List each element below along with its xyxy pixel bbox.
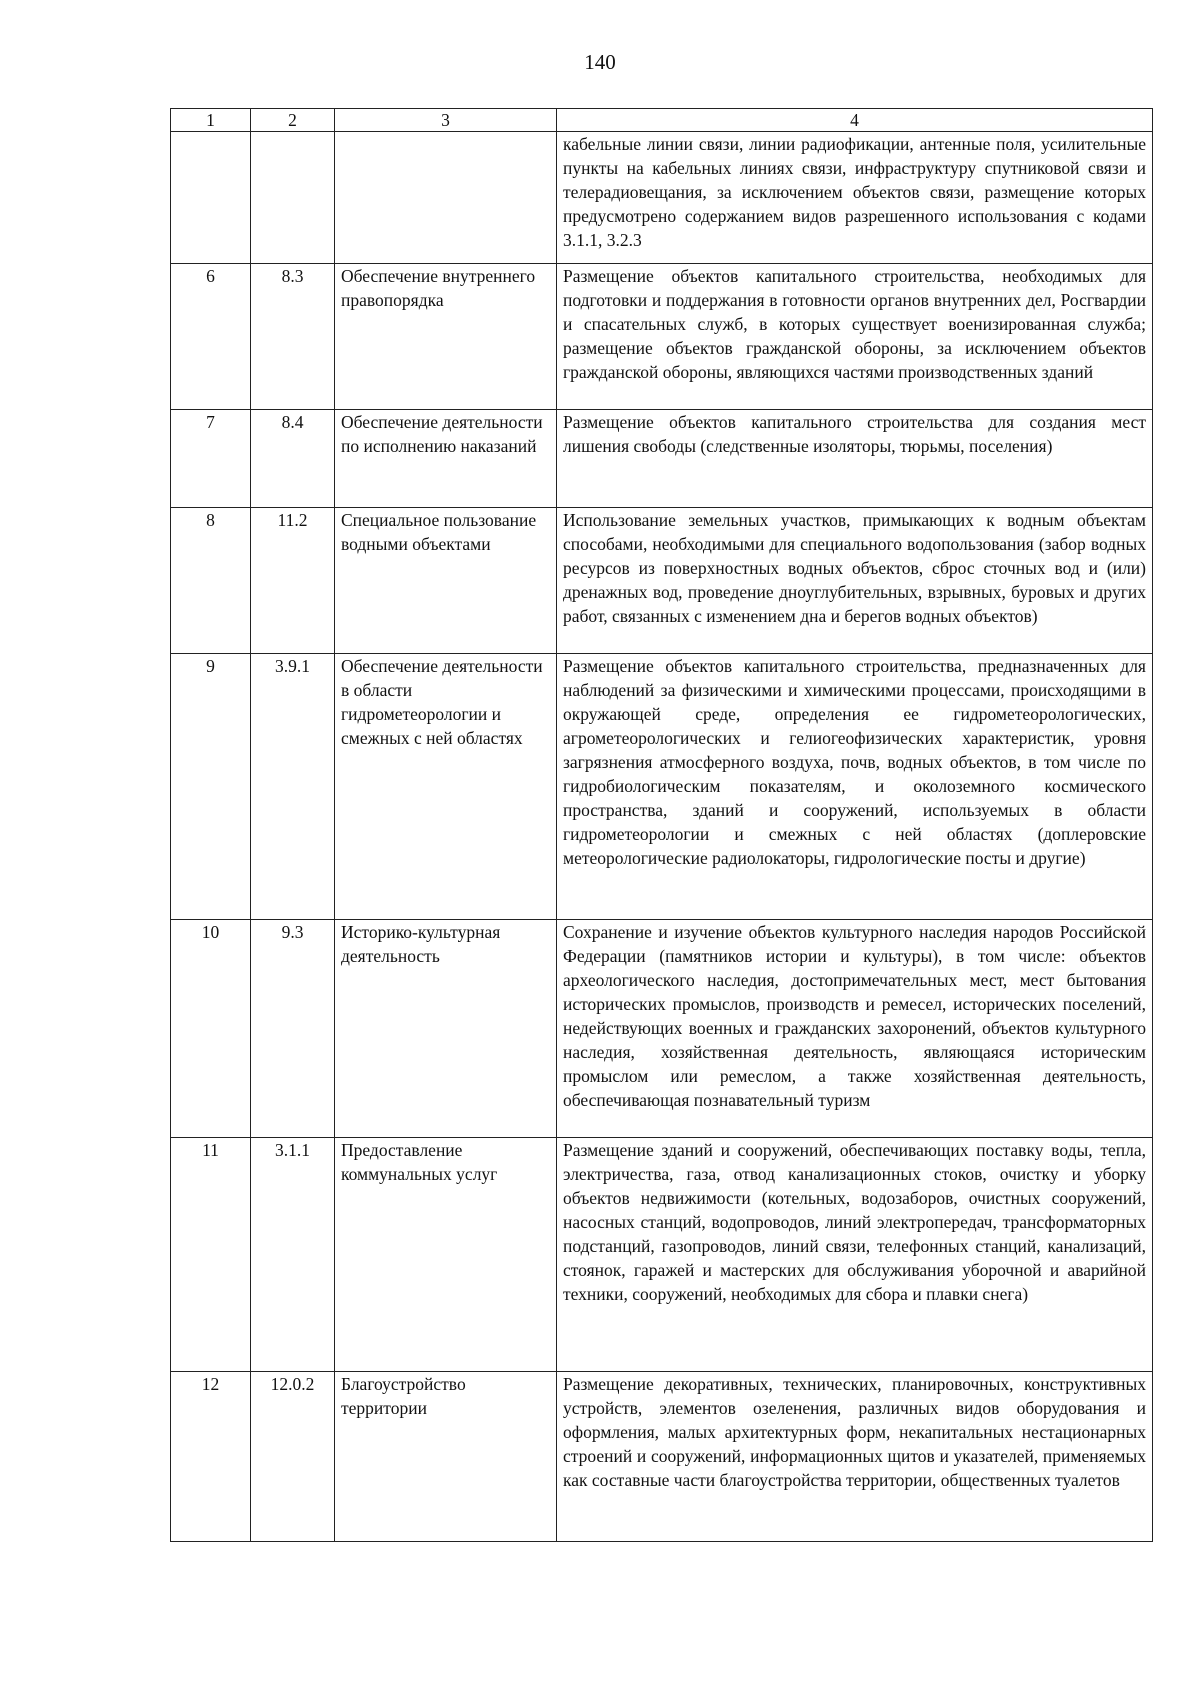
column-header: 4	[557, 109, 1153, 132]
use-code: 9.3	[251, 920, 335, 1138]
table-row	[171, 1138, 1153, 1372]
row-number: 10	[171, 920, 251, 1138]
table-row	[171, 264, 1153, 410]
row-number: 7	[171, 410, 251, 508]
table-row	[171, 410, 1153, 508]
table-row	[171, 132, 1153, 264]
row-number: 8	[171, 508, 251, 654]
use-description: Размещение объектов капитального строительства для создания мест лишения свободы (следственные изоляторы, тюрьмы, поселения)	[557, 410, 1153, 508]
use-description: Сохранение и изучение объектов культурного наследия народов Российской Федерации (памятников истории и культуры), в том числе: объектов археологического наследия, достопримечательных мест, мест бытования исторических промыслов, производств и ремесел, исторических поселений, недействующих военных и гражданских захоронений, объектов культурного наследия, хозяйственная деятельность, являющаяся историческим промыслом или ремеслом, а также хозяйственная деятельность, обеспечивающая познавательный туризм	[557, 920, 1153, 1138]
use-code	[251, 132, 335, 264]
page-number: 140	[584, 50, 616, 74]
land-use-table	[170, 108, 1153, 1542]
use-code: 3.1.1	[251, 1138, 335, 1372]
column-header: 3	[335, 109, 557, 132]
use-name: Историко-культурная деятельность	[335, 920, 557, 1138]
use-name: Обеспечение внутреннего правопорядка	[335, 264, 557, 410]
use-name: Обеспечение деятельности по исполнению наказаний	[335, 410, 557, 508]
use-description: Размещение зданий и сооружений, обеспечивающих поставку воды, тепла, электричества, газа, отвод канализационных стоков, очистку и уборку объектов недвижимости (котельных, водозаборов, очистных сооружений, насосных станций, водопроводов, линий электропередач, трансформаторных подстанций, газопроводов, линий связи, телефонных станций, канализаций, стоянок, гаражей и мастерских для обслуживания уборочной и аварийной техники, сооружений, необходимых для сбора и плавки снега)	[557, 1138, 1153, 1372]
column-header: 1	[171, 109, 251, 132]
use-description: Использование земельных участков, примыкающих к водным объектам способами, необходимыми для специального водопользования (забор водных ресурсов из поверхностных водных объектов, сброс сточных вод и (или) дренажных вод, проведение дноуглубительных, взрывных, буровых и других работ, связанных с изменением дна и берегов водных объектов)	[557, 508, 1153, 654]
use-code: 12.0.2	[251, 1372, 335, 1542]
row-number: 12	[171, 1372, 251, 1542]
table-row	[171, 1372, 1153, 1542]
use-code: 8.4	[251, 410, 335, 508]
column-header: 2	[251, 109, 335, 132]
use-name	[335, 132, 557, 264]
row-number	[171, 132, 251, 264]
use-code: 11.2	[251, 508, 335, 654]
use-description: Размещение объектов капитального строительства, предназначенных для наблюдений за физическими и химическими процессами, происходящими в окружающей среде, определения ее гидрометеорологических, агрометеорологических и гелиогеофизических характеристик, уровня загрязнения атмосферного воздуха, почв, водных объектов, в том числе по гидробиологическим показателям, и околоземного космического пространства, зданий и сооружений, используемых в области гидрометеорологии и смежных с ней областях (доплеровские метеорологические радиолокаторы, гидрологические посты и другие)	[557, 654, 1153, 920]
use-description: Размещение объектов капитального строительства, необходимых для подготовки и поддержания в готовности органов внутренних дел, Росгвардии и спасательных служб, в которых существует военизированная служба; размещение объектов гражданской обороны, за исключением объектов гражданской обороны, являющихся частями производственных зданий	[557, 264, 1153, 410]
row-number: 11	[171, 1138, 251, 1372]
table-header-row	[171, 109, 1153, 132]
row-number: 9	[171, 654, 251, 920]
use-name: Благоустройство территории	[335, 1372, 557, 1542]
use-code: 3.9.1	[251, 654, 335, 920]
use-description: Размещение декоративных, технических, планировочных, конструктивных устройств, элементов озеленения, различных видов оборудования и оформления, малых архитектурных форм, некапитальных нестационарных строений и сооружений, информационных щитов и указателей, применяемых как составные части благоустройства территории, общественных туалетов	[557, 1372, 1153, 1542]
use-code: 8.3	[251, 264, 335, 410]
use-description: кабельные линии связи, линии радиофикации, антенные поля, усилительные пункты на кабельных линиях связи, инфраструктуру спутниковой связи и телерадиовещания, за исключением объектов связи, размещение которых предусмотрено содержанием видов разрешенного использования с кодами 3.1.1, 3.2.3	[557, 132, 1153, 264]
table-row	[171, 508, 1153, 654]
table-row	[171, 920, 1153, 1138]
use-name: Специальное пользование водными объектами	[335, 508, 557, 654]
table-row	[171, 654, 1153, 920]
use-name: Обеспечение деятельности в области гидрометеорологии и смежных с ней областях	[335, 654, 557, 920]
row-number: 6	[171, 264, 251, 410]
use-name: Предоставление коммунальных услуг	[335, 1138, 557, 1372]
